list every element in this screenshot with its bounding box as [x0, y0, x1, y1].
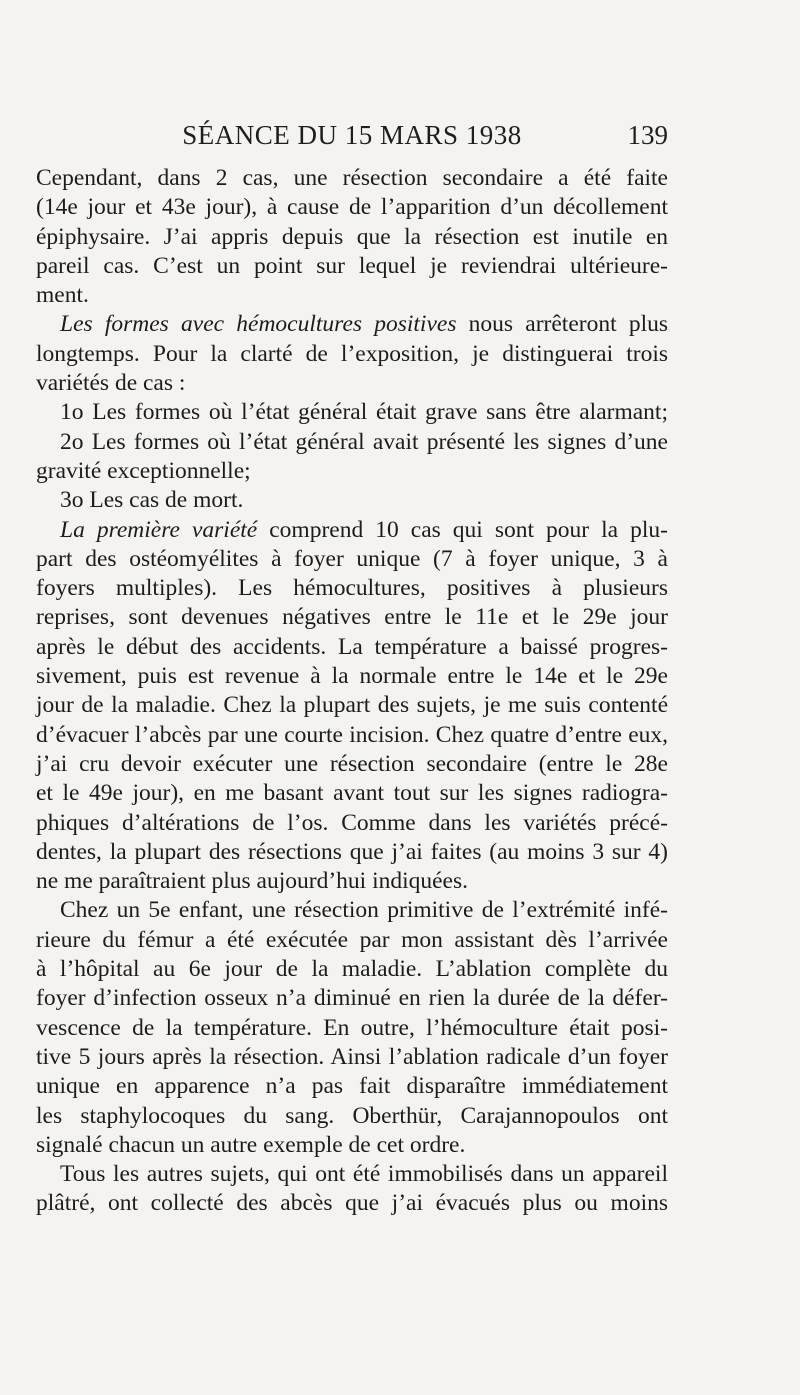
text-line: Cependant, dans 2 cas, une résection secondaire a été faite — [36, 165, 668, 191]
text-line: Tous les autres sujets, qui ont été immobilisés dans un appareil — [60, 1161, 668, 1188]
text-line: signalé chacun un autre exemple de cet ordre. — [36, 1131, 466, 1158]
text-line: pareil cas. C’est un point sur lequel je reviendrai ultérieure- — [36, 252, 668, 279]
running-header — [36, 120, 668, 152]
text-line: foyers multiples). Les hémocultures, positives à plusieurs — [36, 575, 668, 602]
text-line: les staphylocoques du sang. Oberthür, Carajannopoulos ont — [36, 1102, 668, 1129]
text-line: part des ostéomyélites à foyer unique (7 à foyer unique, 3 à — [36, 545, 668, 572]
text-line: ment. — [36, 282, 89, 309]
text-line — [36, 516, 668, 545]
text-line: épiphysaire. J’ai appris depuis que la résection est inutile en — [36, 223, 668, 250]
line-rest: comprend 10 cas qui sont pour la plu- — [257, 516, 668, 543]
text-line: d’évacuer l’abcès par une courte incision. Chez quatre d’entre eux, — [36, 721, 668, 748]
text-line: 1o Les formes où l’état général était grave sans être alarmant; — [60, 399, 668, 426]
text-line: à l’hôpital au 6e jour de la maladie. L’ablation complète du — [36, 956, 668, 983]
text-line: sivement, puis est revenue à la normale entre le 14e et le 29e — [36, 663, 668, 690]
text-line: après le début des accidents. La température a baissé progres- — [36, 633, 668, 660]
line-rest: nous arrêteront plus — [456, 311, 668, 338]
text-line: rieure du fémur a été exécutée par mon assistant dès l’arrivée — [36, 926, 668, 953]
text-line: ne me paraîtraient plus aujourd’hui indiquées. — [36, 868, 469, 895]
text-line: unique en apparence n’a pas fait disparaître immédiatement — [36, 1073, 668, 1100]
text-line: gravité exceptionnelle; — [36, 457, 251, 484]
text-line: longtemps. Pour la clarté de l’exposition, je distinguerai trois — [36, 340, 668, 367]
italic-phrase: Les formes avec hémocultures positives — [60, 311, 457, 338]
text-line: plâtré, ont collecté des abcès que j’ai évacués plus ou moins — [36, 1190, 668, 1217]
text-line: phiques d’altérations de l’os. Comme dans les variétés précé- — [36, 809, 668, 836]
text-line — [36, 310, 668, 339]
text-line: et le 49e jour), en me basant avant tout sur les signes radiogra- — [36, 780, 668, 807]
text-line: vescence de la température. En outre, l’hémoculture était posi- — [36, 1014, 668, 1041]
text-line: jour de la maladie. Chez la plupart des sujets, je me suis contenté — [36, 692, 668, 719]
text-line: (14e jour et 43e jour), à cause de l’apparition d’un décollement — [36, 194, 668, 221]
text-line: 3o Les cas de mort. — [60, 487, 244, 514]
text-line: tive 5 jours après la résection. Ainsi l’ablation radicale d’un foyer — [36, 1043, 668, 1070]
header-title: SÉANCE DU 15 MARS 1938 — [182, 120, 522, 150]
text-line: reprises, sont devenues négatives entre le 11e et le 29e jour — [36, 604, 668, 631]
page-number: 139 — [627, 120, 668, 150]
text-line: foyer d’infection osseux n’a diminué en rien la durée de la défer- — [36, 985, 668, 1012]
text-line: dentes, la plupart des résections que j’ai faites (au moins 3 sur 4) — [36, 838, 668, 865]
text-line: Chez un 5e enfant, une résection primitive de l’extrémité infé- — [60, 897, 668, 924]
body-text — [36, 164, 668, 1219]
italic-phrase: La première variété — [60, 516, 258, 543]
text-line: j’ai cru devoir exécuter une résection secondaire (entre le 28e — [36, 750, 668, 777]
text-line: 2o Les formes où l’état général avait présenté les signes d’une — [60, 428, 668, 455]
text-line: variétés de cas : — [36, 370, 186, 397]
